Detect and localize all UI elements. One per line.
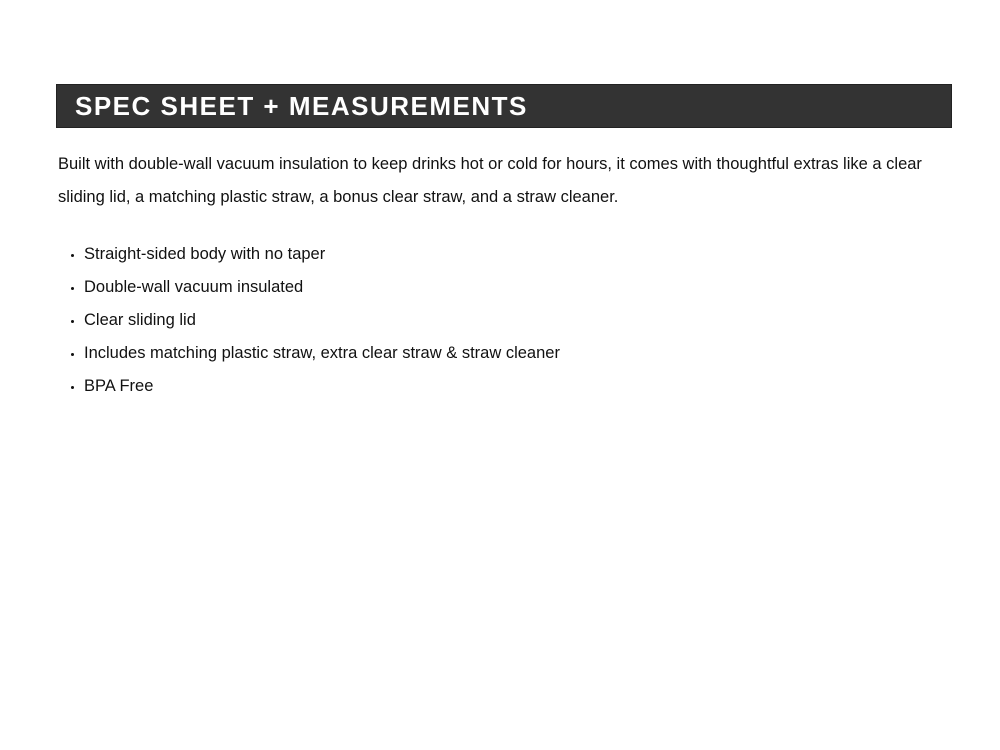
spec-sheet-section [56,84,952,403]
product-description: Built with double-wall vacuum insulation to keep drinks hot or cold for hours, it comes with thoughtful extras like a clear sliding lid, a matching plastic straw, a bonus clear straw, and a straw cleaner. [58,155,922,206]
feature-item: • Includes matching plastic straw, extra clear straw & straw cleaner [84,337,952,370]
spec-sheet-title: SPEC SHEET + MEASUREMENTS [75,91,528,121]
feature-item: • BPA Free [84,370,952,403]
feature-item: • Straight-sided body with no taper [84,238,952,271]
feature-list [56,238,952,403]
feature-item: • Double-wall vacuum insulated [84,271,952,304]
spec-sheet-header [56,84,952,128]
feature-item: • Clear sliding lid [84,304,952,337]
